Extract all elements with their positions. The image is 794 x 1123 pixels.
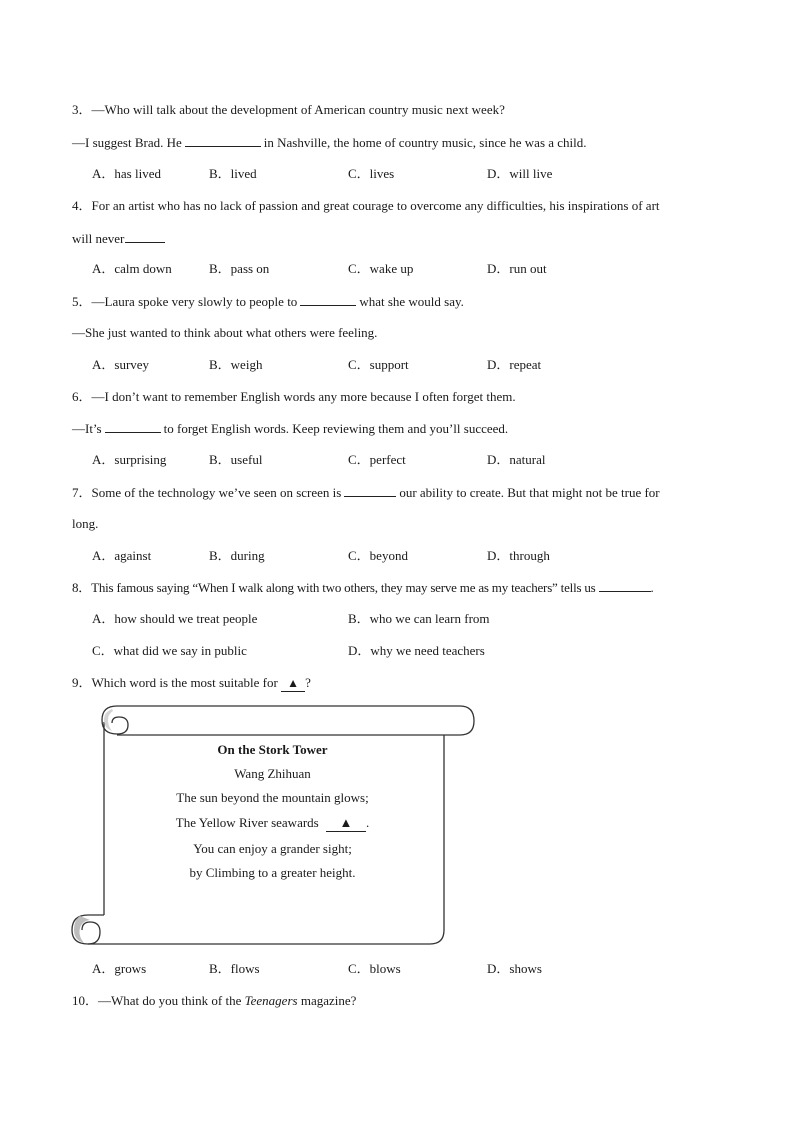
option-c[interactable]: C．support <box>348 357 409 372</box>
question-10-stem: 10．—What do you think of the Teenagers magazine? <box>72 993 357 1008</box>
poem-title: On the Stork Tower <box>217 742 328 757</box>
option-b[interactable]: B．during <box>209 548 265 563</box>
poem-line-3: You can enjoy a grander sight; <box>193 841 352 856</box>
option-d[interactable]: D．will live <box>487 166 553 181</box>
option-d[interactable]: D．through <box>487 548 550 563</box>
triangle-blank-icon: ▲ <box>326 815 366 832</box>
question-3-line2: —I suggest Brad. He in Nashville, the home of country music, since he was a child. <box>72 135 587 150</box>
option-d[interactable]: D．repeat <box>487 357 542 372</box>
option-d[interactable]: D．shows <box>487 961 542 976</box>
question-5-line2: —She just wanted to think about what others were feeling. <box>72 325 378 340</box>
question-7-stem: 7．Some of the technology we’ve seen on screen is our ability to create. But that might not be true for <box>72 485 660 500</box>
option-a[interactable]: A．calm down <box>92 261 172 276</box>
poem-author: Wang Zhihuan <box>234 766 311 781</box>
question-8-stem: 8．This famous saying “When I walk along with two others, they may serve me as my teachers” tells us . <box>72 580 654 595</box>
poem-line-4: by Climbing to a greater height. <box>189 865 356 880</box>
option-d[interactable]: D．why we need teachers <box>348 643 485 658</box>
option-c[interactable]: C．lives <box>348 166 395 181</box>
poem-line-1: The sun beyond the mountain glows; <box>176 790 369 805</box>
option-a[interactable]: A．grows <box>92 961 147 976</box>
option-a[interactable]: A．has lived <box>92 166 161 181</box>
option-a[interactable]: A．how should we treat people <box>92 611 258 626</box>
option-b[interactable]: B．useful <box>209 452 263 467</box>
option-c[interactable]: C．beyond <box>348 548 408 563</box>
question-4-stem: 4．For an artist who has no lack of passion and great courage to overcome any difficulties, his inspirations of art <box>72 198 660 213</box>
question-3-stem: 3．—Who will talk about the development of American country music next week? <box>72 102 505 117</box>
option-b[interactable]: B．who we can learn from <box>348 611 490 626</box>
option-b[interactable]: B．lived <box>209 166 257 181</box>
question-6-line2: —It’s to forget English words. Keep reviewing them and you’ll succeed. <box>72 421 509 436</box>
option-c[interactable]: C．what did we say in public <box>92 643 247 658</box>
option-b[interactable]: B．flows <box>209 961 260 976</box>
option-b[interactable]: B．pass on <box>209 261 270 276</box>
question-5-stem: 5．—Laura spoke very slowly to people to what she would say. <box>72 294 464 309</box>
option-c[interactable]: C．wake up <box>348 261 414 276</box>
option-a[interactable]: A．surprising <box>92 452 167 467</box>
question-9-stem: 9．Which word is the most suitable for ▲ ? <box>72 675 311 690</box>
question-4-line2: will never <box>72 230 168 247</box>
question-7-line2: long. <box>72 516 99 531</box>
option-d[interactable]: D．natural <box>487 452 546 467</box>
poem-line-2: The Yellow River seawards ▲ . <box>175 815 370 830</box>
option-b[interactable]: B．weigh <box>209 357 263 372</box>
question-6-stem: 6．—I don’t want to remember English words any more because I often forget them. <box>72 389 516 404</box>
option-a[interactable]: A．against <box>92 548 152 563</box>
option-c[interactable]: C．perfect <box>348 452 406 467</box>
triangle-blank-icon: ▲ <box>281 675 305 692</box>
option-a[interactable]: A．survey <box>92 357 150 372</box>
option-d[interactable]: D．run out <box>487 261 547 276</box>
option-c[interactable]: C．blows <box>348 961 401 976</box>
